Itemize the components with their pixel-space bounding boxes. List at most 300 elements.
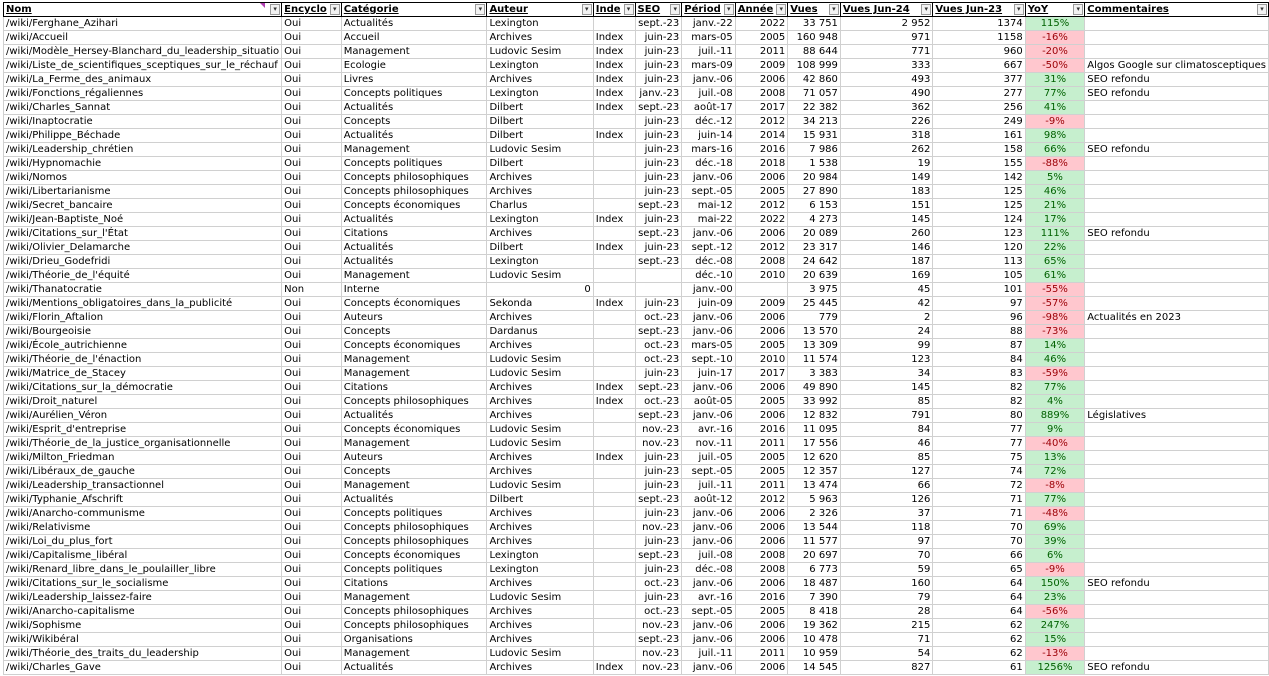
- cell-encyclo[interactable]: Oui: [282, 465, 342, 479]
- cell-seo[interactable]: nov.-23: [635, 661, 682, 675]
- cell-vues[interactable]: 108 999: [788, 59, 841, 73]
- cell-categorie[interactable]: Concepts philosophiques: [341, 171, 487, 185]
- cell-yoy[interactable]: 77%: [1025, 381, 1085, 395]
- cell-yoy[interactable]: -50%: [1025, 59, 1085, 73]
- cell-vues-jun23[interactable]: 75: [933, 451, 1025, 465]
- cell-yoy[interactable]: 21%: [1025, 199, 1085, 213]
- cell-seo[interactable]: sept.-23: [635, 409, 682, 423]
- cell-periode[interactable]: juil.-05: [682, 451, 736, 465]
- cell-vues[interactable]: 49 890: [788, 381, 841, 395]
- cell-auteur[interactable]: Archives: [487, 311, 593, 325]
- cell-index[interactable]: [593, 423, 635, 437]
- cell-nom[interactable]: /wiki/Théorie_des_traits_du_leadership: [4, 647, 282, 661]
- cell-periode[interactable]: juil.-08: [682, 87, 736, 101]
- cell-vues[interactable]: 15 931: [788, 129, 841, 143]
- cell-index[interactable]: [593, 647, 635, 661]
- cell-vues-jun24[interactable]: 362: [840, 101, 932, 115]
- cell-auteur[interactable]: Dilbert: [487, 101, 593, 115]
- cell-vues[interactable]: 10 478: [788, 633, 841, 647]
- cell-vues-jun23[interactable]: 83: [933, 367, 1025, 381]
- filter-dropdown-icon[interactable]: ▾: [776, 4, 786, 15]
- filter-dropdown-icon[interactable]: ▾: [724, 4, 734, 15]
- cell-commentaires[interactable]: [1085, 283, 1269, 297]
- cell-vues-jun23[interactable]: 74: [933, 465, 1025, 479]
- cell-encyclo[interactable]: Oui: [282, 619, 342, 633]
- cell-auteur[interactable]: Dilbert: [487, 493, 593, 507]
- cell-vues[interactable]: 88 644: [788, 45, 841, 59]
- cell-vues-jun24[interactable]: 19: [840, 157, 932, 171]
- cell-index[interactable]: Index: [593, 451, 635, 465]
- cell-vues-jun24[interactable]: 2: [840, 311, 932, 325]
- cell-commentaires[interactable]: [1085, 493, 1269, 507]
- cell-seo[interactable]: juin-23: [635, 591, 682, 605]
- cell-vues-jun23[interactable]: 155: [933, 157, 1025, 171]
- cell-categorie[interactable]: Concepts philosophiques: [341, 185, 487, 199]
- cell-yoy[interactable]: 4%: [1025, 395, 1085, 409]
- cell-annee[interactable]: 2011: [735, 647, 788, 661]
- cell-commentaires[interactable]: [1085, 171, 1269, 185]
- cell-nom[interactable]: /wiki/Bourgeoisie: [4, 325, 282, 339]
- cell-vues[interactable]: 7 390: [788, 591, 841, 605]
- filter-dropdown-icon[interactable]: ▾: [1014, 4, 1024, 15]
- cell-vues[interactable]: 160 948: [788, 31, 841, 45]
- cell-seo[interactable]: juin-23: [635, 73, 682, 87]
- cell-periode[interactable]: déc.-12: [682, 115, 736, 129]
- cell-vues[interactable]: 17 556: [788, 437, 841, 451]
- cell-commentaires[interactable]: [1085, 507, 1269, 521]
- cell-vues-jun24[interactable]: 2 952: [840, 17, 932, 31]
- cell-periode[interactable]: mars-05: [682, 31, 736, 45]
- cell-auteur[interactable]: Archives: [487, 381, 593, 395]
- cell-index[interactable]: Index: [593, 101, 635, 115]
- cell-nom[interactable]: /wiki/Relativisme: [4, 521, 282, 535]
- cell-auteur[interactable]: Ludovic Sesim: [487, 353, 593, 367]
- cell-commentaires[interactable]: [1085, 521, 1269, 535]
- cell-vues-jun23[interactable]: 158: [933, 143, 1025, 157]
- cell-encyclo[interactable]: Oui: [282, 381, 342, 395]
- cell-index[interactable]: [593, 535, 635, 549]
- cell-encyclo[interactable]: Oui: [282, 171, 342, 185]
- cell-nom[interactable]: /wiki/Secret_bancaire: [4, 199, 282, 213]
- cell-auteur[interactable]: Lexington: [487, 87, 593, 101]
- cell-nom[interactable]: /wiki/Hypnomachie: [4, 157, 282, 171]
- cell-periode[interactable]: juin-17: [682, 367, 736, 381]
- cell-annee[interactable]: 2016: [735, 591, 788, 605]
- cell-yoy[interactable]: 6%: [1025, 549, 1085, 563]
- cell-seo[interactable]: [635, 283, 682, 297]
- cell-vues-jun23[interactable]: 64: [933, 591, 1025, 605]
- cell-encyclo[interactable]: Oui: [282, 255, 342, 269]
- cell-index[interactable]: [593, 605, 635, 619]
- cell-yoy[interactable]: 111%: [1025, 227, 1085, 241]
- filter-dropdown-icon[interactable]: ▾: [1257, 4, 1267, 15]
- header-col-commentaires[interactable]: [1085, 3, 1269, 17]
- cell-vues-jun23[interactable]: 105: [933, 269, 1025, 283]
- cell-seo[interactable]: janv.-23: [635, 87, 682, 101]
- cell-periode[interactable]: janv.-06: [682, 171, 736, 185]
- cell-auteur[interactable]: Archives: [487, 185, 593, 199]
- cell-vues-jun24[interactable]: 85: [840, 451, 932, 465]
- cell-vues-jun23[interactable]: 667: [933, 59, 1025, 73]
- cell-vues-jun23[interactable]: 377: [933, 73, 1025, 87]
- cell-encyclo[interactable]: Oui: [282, 367, 342, 381]
- cell-vues[interactable]: 12 620: [788, 451, 841, 465]
- cell-index[interactable]: [593, 339, 635, 353]
- cell-seo[interactable]: oct.-23: [635, 353, 682, 367]
- cell-encyclo[interactable]: Oui: [282, 353, 342, 367]
- cell-categorie[interactable]: Concepts économiques: [341, 297, 487, 311]
- cell-categorie[interactable]: Concepts: [341, 465, 487, 479]
- cell-periode[interactable]: mai-22: [682, 213, 736, 227]
- cell-vues-jun24[interactable]: 37: [840, 507, 932, 521]
- cell-vues-jun24[interactable]: 71: [840, 633, 932, 647]
- cell-index[interactable]: Index: [593, 87, 635, 101]
- cell-categorie[interactable]: Livres: [341, 73, 487, 87]
- cell-seo[interactable]: juin-23: [635, 31, 682, 45]
- cell-yoy[interactable]: -9%: [1025, 563, 1085, 577]
- cell-index[interactable]: [593, 157, 635, 171]
- cell-auteur[interactable]: Lexington: [487, 213, 593, 227]
- cell-vues-jun24[interactable]: 771: [840, 45, 932, 59]
- cell-periode[interactable]: janv.-00: [682, 283, 736, 297]
- cell-commentaires[interactable]: [1085, 199, 1269, 213]
- cell-commentaires[interactable]: [1085, 381, 1269, 395]
- cell-yoy[interactable]: 46%: [1025, 353, 1085, 367]
- cell-encyclo[interactable]: Oui: [282, 507, 342, 521]
- cell-periode[interactable]: nov.-11: [682, 437, 736, 451]
- cell-yoy[interactable]: -59%: [1025, 367, 1085, 381]
- cell-periode[interactable]: janv.-06: [682, 521, 736, 535]
- cell-annee[interactable]: 2006: [735, 381, 788, 395]
- cell-categorie[interactable]: Actualités: [341, 241, 487, 255]
- cell-vues[interactable]: 2 326: [788, 507, 841, 521]
- cell-annee[interactable]: 2011: [735, 45, 788, 59]
- cell-seo[interactable]: juin-23: [635, 297, 682, 311]
- cell-auteur[interactable]: Ludovic Sesim: [487, 45, 593, 59]
- cell-annee[interactable]: 2016: [735, 423, 788, 437]
- cell-encyclo[interactable]: Oui: [282, 185, 342, 199]
- cell-seo[interactable]: sept.-23: [635, 255, 682, 269]
- cell-vues-jun24[interactable]: 971: [840, 31, 932, 45]
- cell-encyclo[interactable]: Oui: [282, 73, 342, 87]
- cell-vues-jun23[interactable]: 113: [933, 255, 1025, 269]
- cell-nom[interactable]: /wiki/Anarcho-communisme: [4, 507, 282, 521]
- cell-nom[interactable]: /wiki/Fonctions_régaliennes: [4, 87, 282, 101]
- cell-nom[interactable]: /wiki/Théorie_de_l'équité: [4, 269, 282, 283]
- cell-vues-jun24[interactable]: 84: [840, 423, 932, 437]
- cell-vues[interactable]: 20 639: [788, 269, 841, 283]
- cell-auteur[interactable]: Archives: [487, 395, 593, 409]
- cell-nom[interactable]: /wiki/Matrice_de_Stacey: [4, 367, 282, 381]
- cell-auteur[interactable]: Ludovic Sesim: [487, 423, 593, 437]
- cell-annee[interactable]: 2016: [735, 143, 788, 157]
- cell-commentaires[interactable]: [1085, 297, 1269, 311]
- cell-vues-jun24[interactable]: 318: [840, 129, 932, 143]
- cell-seo[interactable]: sept.-23: [635, 227, 682, 241]
- filter-dropdown-icon[interactable]: ▾: [829, 4, 839, 15]
- cell-yoy[interactable]: 15%: [1025, 633, 1085, 647]
- cell-annee[interactable]: 2005: [735, 395, 788, 409]
- cell-annee[interactable]: 2006: [735, 73, 788, 87]
- cell-nom[interactable]: /wiki/Accueil: [4, 31, 282, 45]
- cell-encyclo[interactable]: Oui: [282, 633, 342, 647]
- cell-vues-jun24[interactable]: 262: [840, 143, 932, 157]
- cell-seo[interactable]: sept.-23: [635, 17, 682, 31]
- filter-dropdown-icon[interactable]: ▾: [582, 4, 592, 15]
- cell-nom[interactable]: /wiki/Anarcho-capitalisme: [4, 605, 282, 619]
- cell-seo[interactable]: sept.-23: [635, 325, 682, 339]
- cell-yoy[interactable]: -13%: [1025, 647, 1085, 661]
- cell-categorie[interactable]: Actualités: [341, 17, 487, 31]
- cell-auteur[interactable]: Lexington: [487, 59, 593, 73]
- cell-nom[interactable]: /wiki/École_autrichienne: [4, 339, 282, 353]
- cell-vues-jun23[interactable]: 123: [933, 227, 1025, 241]
- cell-yoy[interactable]: 9%: [1025, 423, 1085, 437]
- cell-seo[interactable]: juin-23: [635, 115, 682, 129]
- cell-index[interactable]: Index: [593, 661, 635, 675]
- cell-encyclo[interactable]: Oui: [282, 129, 342, 143]
- cell-seo[interactable]: juin-23: [635, 451, 682, 465]
- cell-yoy[interactable]: 61%: [1025, 269, 1085, 283]
- cell-commentaires[interactable]: [1085, 437, 1269, 451]
- cell-vues-jun23[interactable]: 125: [933, 185, 1025, 199]
- cell-vues-jun24[interactable]: 79: [840, 591, 932, 605]
- cell-index[interactable]: [593, 171, 635, 185]
- cell-commentaires[interactable]: [1085, 325, 1269, 339]
- cell-index[interactable]: Index: [593, 45, 635, 59]
- cell-vues[interactable]: 19 362: [788, 619, 841, 633]
- cell-vues-jun23[interactable]: 70: [933, 521, 1025, 535]
- cell-vues[interactable]: 20 089: [788, 227, 841, 241]
- cell-periode[interactable]: sept.-05: [682, 605, 736, 619]
- cell-commentaires[interactable]: Actualités en 2023: [1085, 311, 1269, 325]
- cell-categorie[interactable]: Concepts économiques: [341, 199, 487, 213]
- cell-encyclo[interactable]: Oui: [282, 479, 342, 493]
- cell-vues-jun23[interactable]: 161: [933, 129, 1025, 143]
- cell-vues-jun24[interactable]: 85: [840, 395, 932, 409]
- cell-vues[interactable]: 7 986: [788, 143, 841, 157]
- cell-annee[interactable]: 2017: [735, 101, 788, 115]
- cell-vues[interactable]: 18 487: [788, 577, 841, 591]
- cell-encyclo[interactable]: Oui: [282, 157, 342, 171]
- cell-encyclo[interactable]: Oui: [282, 311, 342, 325]
- cell-encyclo[interactable]: Oui: [282, 87, 342, 101]
- cell-auteur[interactable]: Sekonda: [487, 297, 593, 311]
- cell-annee[interactable]: 2006: [735, 227, 788, 241]
- cell-nom[interactable]: /wiki/Philippe_Béchade: [4, 129, 282, 143]
- header-col-categorie[interactable]: [341, 3, 487, 17]
- cell-annee[interactable]: 2022: [735, 213, 788, 227]
- cell-encyclo[interactable]: Oui: [282, 297, 342, 311]
- cell-categorie[interactable]: Citations: [341, 577, 487, 591]
- cell-encyclo[interactable]: Oui: [282, 339, 342, 353]
- cell-periode[interactable]: août-05: [682, 395, 736, 409]
- cell-nom[interactable]: /wiki/Leadership_laissez-faire: [4, 591, 282, 605]
- cell-annee[interactable]: 2005: [735, 451, 788, 465]
- header-col-vues[interactable]: [788, 3, 841, 17]
- cell-nom[interactable]: /wiki/Typhanie_Afschrift: [4, 493, 282, 507]
- cell-index[interactable]: [593, 325, 635, 339]
- cell-commentaires[interactable]: [1085, 591, 1269, 605]
- cell-nom[interactable]: /wiki/Théorie_de_la_justice_organisationnelle: [4, 437, 282, 451]
- cell-vues-jun23[interactable]: 1374: [933, 17, 1025, 31]
- filter-dropdown-icon[interactable]: ▾: [670, 4, 680, 15]
- cell-seo[interactable]: oct.-23: [635, 605, 682, 619]
- cell-annee[interactable]: 2006: [735, 171, 788, 185]
- cell-commentaires[interactable]: [1085, 353, 1269, 367]
- cell-vues-jun24[interactable]: 145: [840, 381, 932, 395]
- cell-seo[interactable]: sept.-23: [635, 633, 682, 647]
- cell-seo[interactable]: juin-23: [635, 465, 682, 479]
- cell-yoy[interactable]: -57%: [1025, 297, 1085, 311]
- cell-annee[interactable]: 2006: [735, 507, 788, 521]
- cell-encyclo[interactable]: Oui: [282, 563, 342, 577]
- cell-seo[interactable]: sept.-23: [635, 549, 682, 563]
- cell-seo[interactable]: sept.-23: [635, 101, 682, 115]
- cell-periode[interactable]: mars-05: [682, 339, 736, 353]
- cell-encyclo[interactable]: Oui: [282, 409, 342, 423]
- header-col-periode[interactable]: [682, 3, 736, 17]
- cell-yoy[interactable]: 72%: [1025, 465, 1085, 479]
- cell-index[interactable]: [593, 521, 635, 535]
- cell-commentaires[interactable]: [1085, 451, 1269, 465]
- cell-periode[interactable]: janv.-06: [682, 311, 736, 325]
- cell-index[interactable]: [593, 367, 635, 381]
- cell-vues-jun23[interactable]: 101: [933, 283, 1025, 297]
- cell-nom[interactable]: /wiki/Wikibéral: [4, 633, 282, 647]
- cell-commentaires[interactable]: Algos Google sur climatosceptiques: [1085, 59, 1269, 73]
- cell-seo[interactable]: oct.-23: [635, 577, 682, 591]
- cell-auteur[interactable]: Archives: [487, 465, 593, 479]
- header-col-auteur[interactable]: [487, 3, 593, 17]
- cell-seo[interactable]: nov.-23: [635, 619, 682, 633]
- cell-annee[interactable]: 2012: [735, 493, 788, 507]
- cell-encyclo[interactable]: Oui: [282, 227, 342, 241]
- cell-categorie[interactable]: Auteurs: [341, 311, 487, 325]
- cell-vues-jun24[interactable]: 333: [840, 59, 932, 73]
- cell-commentaires[interactable]: [1085, 185, 1269, 199]
- cell-seo[interactable]: oct.-23: [635, 395, 682, 409]
- cell-nom[interactable]: /wiki/Drieu_Godefridi: [4, 255, 282, 269]
- cell-seo[interactable]: juin-23: [635, 563, 682, 577]
- cell-vues-jun24[interactable]: 127: [840, 465, 932, 479]
- cell-yoy[interactable]: 46%: [1025, 185, 1085, 199]
- cell-commentaires[interactable]: [1085, 129, 1269, 143]
- cell-periode[interactable]: janv.-06: [682, 227, 736, 241]
- cell-annee[interactable]: 2010: [735, 269, 788, 283]
- cell-seo[interactable]: sept.-23: [635, 381, 682, 395]
- filter-dropdown-icon[interactable]: ▾: [475, 4, 485, 15]
- cell-vues-jun23[interactable]: 277: [933, 87, 1025, 101]
- cell-index[interactable]: [593, 493, 635, 507]
- cell-auteur[interactable]: Archives: [487, 171, 593, 185]
- cell-vues-jun23[interactable]: 65: [933, 563, 1025, 577]
- cell-seo[interactable]: juin-23: [635, 171, 682, 185]
- cell-yoy[interactable]: 66%: [1025, 143, 1085, 157]
- cell-categorie[interactable]: Interne: [341, 283, 487, 297]
- cell-auteur[interactable]: Lexington: [487, 549, 593, 563]
- cell-vues[interactable]: 13 544: [788, 521, 841, 535]
- cell-yoy[interactable]: 5%: [1025, 171, 1085, 185]
- cell-vues-jun23[interactable]: 64: [933, 577, 1025, 591]
- cell-vues-jun23[interactable]: 77: [933, 437, 1025, 451]
- filter-dropdown-icon[interactable]: ▾: [1073, 4, 1083, 15]
- cell-seo[interactable]: juin-23: [635, 185, 682, 199]
- cell-vues-jun23[interactable]: 64: [933, 605, 1025, 619]
- cell-index[interactable]: [593, 185, 635, 199]
- cell-encyclo[interactable]: Oui: [282, 59, 342, 73]
- cell-categorie[interactable]: Concepts politiques: [341, 563, 487, 577]
- cell-yoy[interactable]: -88%: [1025, 157, 1085, 171]
- cell-categorie[interactable]: Management: [341, 647, 487, 661]
- cell-annee[interactable]: 2014: [735, 129, 788, 143]
- cell-index[interactable]: Index: [593, 129, 635, 143]
- cell-vues[interactable]: 27 890: [788, 185, 841, 199]
- cell-seo[interactable]: nov.-23: [635, 521, 682, 535]
- cell-auteur[interactable]: Dardanus: [487, 325, 593, 339]
- cell-categorie[interactable]: Actualités: [341, 101, 487, 115]
- cell-vues[interactable]: 23 317: [788, 241, 841, 255]
- cell-commentaires[interactable]: [1085, 17, 1269, 31]
- cell-categorie[interactable]: Management: [341, 45, 487, 59]
- cell-vues-jun24[interactable]: 45: [840, 283, 932, 297]
- cell-nom[interactable]: /wiki/Inaptocratie: [4, 115, 282, 129]
- cell-auteur[interactable]: Archives: [487, 451, 593, 465]
- cell-nom[interactable]: /wiki/Leadership_transactionnel: [4, 479, 282, 493]
- cell-auteur[interactable]: Archives: [487, 227, 593, 241]
- header-col-index[interactable]: [593, 3, 635, 17]
- cell-categorie[interactable]: Actualités: [341, 661, 487, 675]
- cell-categorie[interactable]: Concepts politiques: [341, 157, 487, 171]
- cell-index[interactable]: Index: [593, 381, 635, 395]
- cell-periode[interactable]: janv.-06: [682, 325, 736, 339]
- cell-vues[interactable]: 4 273: [788, 213, 841, 227]
- cell-yoy[interactable]: -9%: [1025, 115, 1085, 129]
- cell-vues-jun23[interactable]: 84: [933, 353, 1025, 367]
- header-col-vues-jun23[interactable]: [933, 3, 1025, 17]
- cell-vues[interactable]: 22 382: [788, 101, 841, 115]
- cell-commentaires[interactable]: [1085, 465, 1269, 479]
- cell-auteur[interactable]: Archives: [487, 605, 593, 619]
- cell-encyclo[interactable]: Oui: [282, 269, 342, 283]
- cell-commentaires[interactable]: [1085, 633, 1269, 647]
- cell-vues[interactable]: 20 697: [788, 549, 841, 563]
- header-col-yoy[interactable]: [1025, 3, 1085, 17]
- cell-periode[interactable]: janv.-06: [682, 507, 736, 521]
- cell-encyclo[interactable]: Oui: [282, 325, 342, 339]
- cell-periode[interactable]: mars-16: [682, 143, 736, 157]
- cell-periode[interactable]: déc.-08: [682, 563, 736, 577]
- header-col-nom[interactable]: [4, 3, 282, 17]
- cell-encyclo[interactable]: Oui: [282, 101, 342, 115]
- cell-index[interactable]: [593, 619, 635, 633]
- cell-yoy[interactable]: -73%: [1025, 325, 1085, 339]
- cell-categorie[interactable]: Concepts politiques: [341, 507, 487, 521]
- cell-encyclo[interactable]: Oui: [282, 115, 342, 129]
- cell-yoy[interactable]: 69%: [1025, 521, 1085, 535]
- cell-vues-jun23[interactable]: 71: [933, 507, 1025, 521]
- cell-auteur[interactable]: Lexington: [487, 563, 593, 577]
- cell-periode[interactable]: juin-14: [682, 129, 736, 143]
- cell-commentaires[interactable]: [1085, 619, 1269, 633]
- cell-vues[interactable]: 13 570: [788, 325, 841, 339]
- cell-auteur[interactable]: Archives: [487, 73, 593, 87]
- cell-index[interactable]: [593, 409, 635, 423]
- cell-periode[interactable]: déc.-08: [682, 255, 736, 269]
- cell-yoy[interactable]: 14%: [1025, 339, 1085, 353]
- cell-nom[interactable]: /wiki/Citations_sur_le_socialisme: [4, 577, 282, 591]
- cell-vues-jun23[interactable]: 62: [933, 633, 1025, 647]
